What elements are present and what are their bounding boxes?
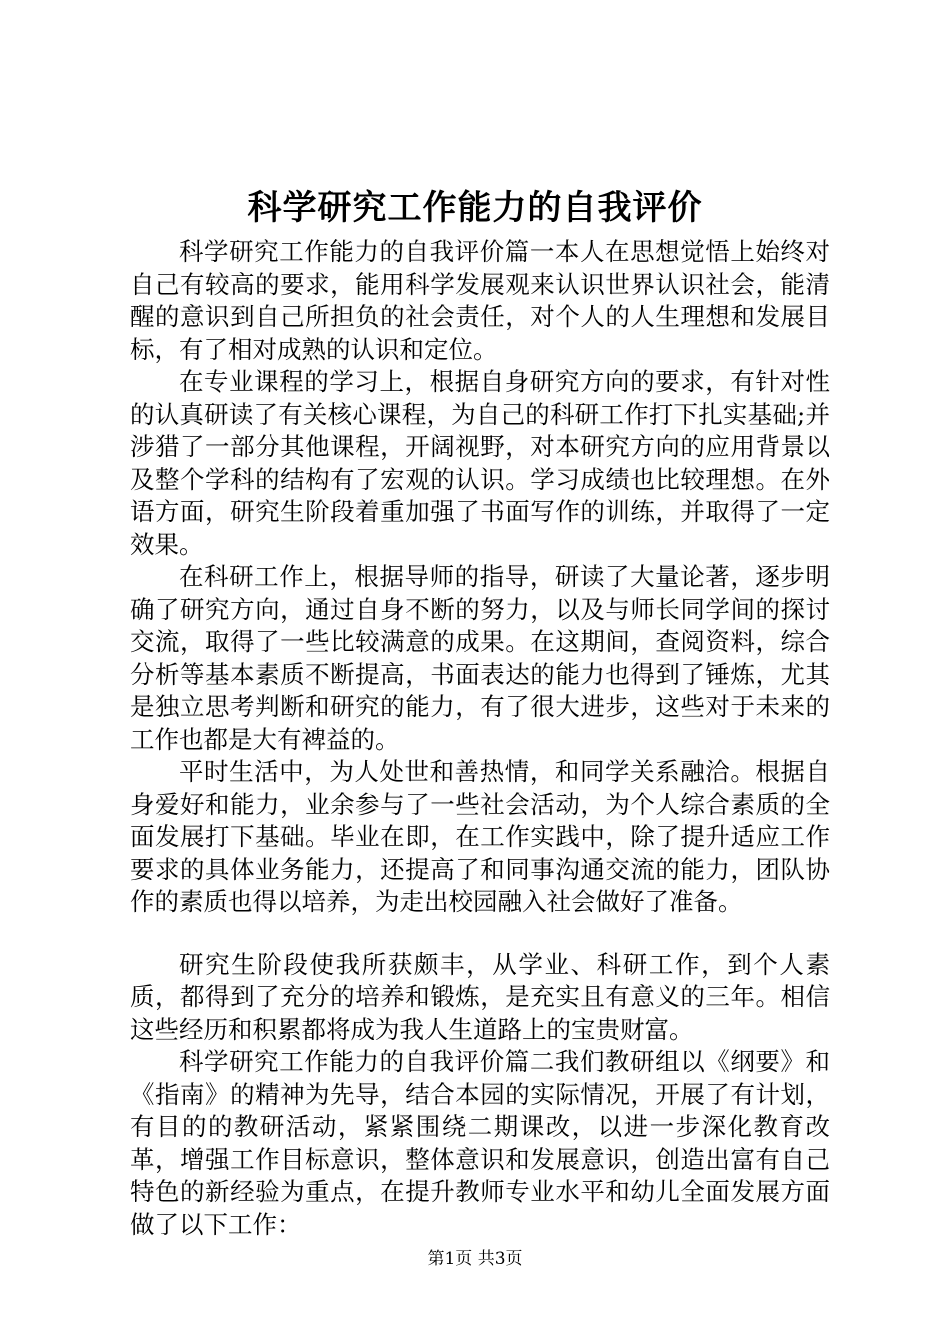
page-footer: 第1页 共3页	[427, 1249, 523, 1269]
paragraph-1: 科学研究工作能力的自我评价篇一本人在思想觉悟上始终对自己有较高的要求，能用科学发展观来认识世界认识社会，能清醒的意识到自己所担负的社会责任，对个人的人生理想和发展目标，有了相对成熟的认识和定位。	[130, 237, 830, 364]
document-title: 科学研究工作能力的自我评价	[247, 188, 703, 228]
paragraph-4: 平时生活中，为人处世和善热情，和同学关系融洽。根据自身爱好和能力，业余参与了一些社会活动，为个人综合素质的全面发展打下基础。毕业在即，在工作实践中，除了提升适应工作要求的具体业务能力，还提高了和同事沟通交流的能力，团队协作的素质也得以培养，为走出校园融入社会做好了准备。	[130, 757, 830, 916]
paragraph-6: 科学研究工作能力的自我评价篇二我们教研组以《纲要》和《指南》的精神为先导，结合本园的实际情况，开展了有计划，有目的的教研活动，紧紧围绕二期课改，以进一步深化教育改革，增强工作目标意识，整体意识和发展意识，创造出富有自己特色的新经验为重点，在提升教师专业水平和幼儿全面发展方面做了以下工作：	[130, 1047, 830, 1239]
paragraph-gap	[130, 919, 830, 949]
paragraph-5: 研究生阶段使我所获颇丰，从学业、科研工作，到个人素质，都得到了充分的培养和锻炼，是充实且有意义的三年。相信这些经历和积累都将成为我人生道路上的宝贵财富。	[130, 949, 830, 1044]
paragraph-2: 在专业课程的学习上，根据自身研究方向的要求，有针对性的认真研读了有关核心课程，为自己的科研工作打下扎实基础;并涉猎了一部分其他课程，开阔视野，对本研究方向的应用背景以及整个学科的结构有了宏观的认识。学习成绩也比较理想。在外语方面，研究生阶段着重加强了书面写作的训练，并取得了一定效果。	[130, 367, 830, 559]
paragraph-3: 在科研工作上，根据导师的指导，研读了大量论著，逐步明确了研究方向，通过自身不断的努力，以及与师长同学间的探讨交流，取得了一些比较满意的成果。在这期间，查阅资料，综合分析等基本素质不断提高，书面表达的能力也得到了锤炼，尤其是独立思考判断和研究的能力，有了很大进步，这些对于未来的工作也都是大有裨益的。	[130, 562, 830, 754]
document-body	[130, 236, 830, 1241]
